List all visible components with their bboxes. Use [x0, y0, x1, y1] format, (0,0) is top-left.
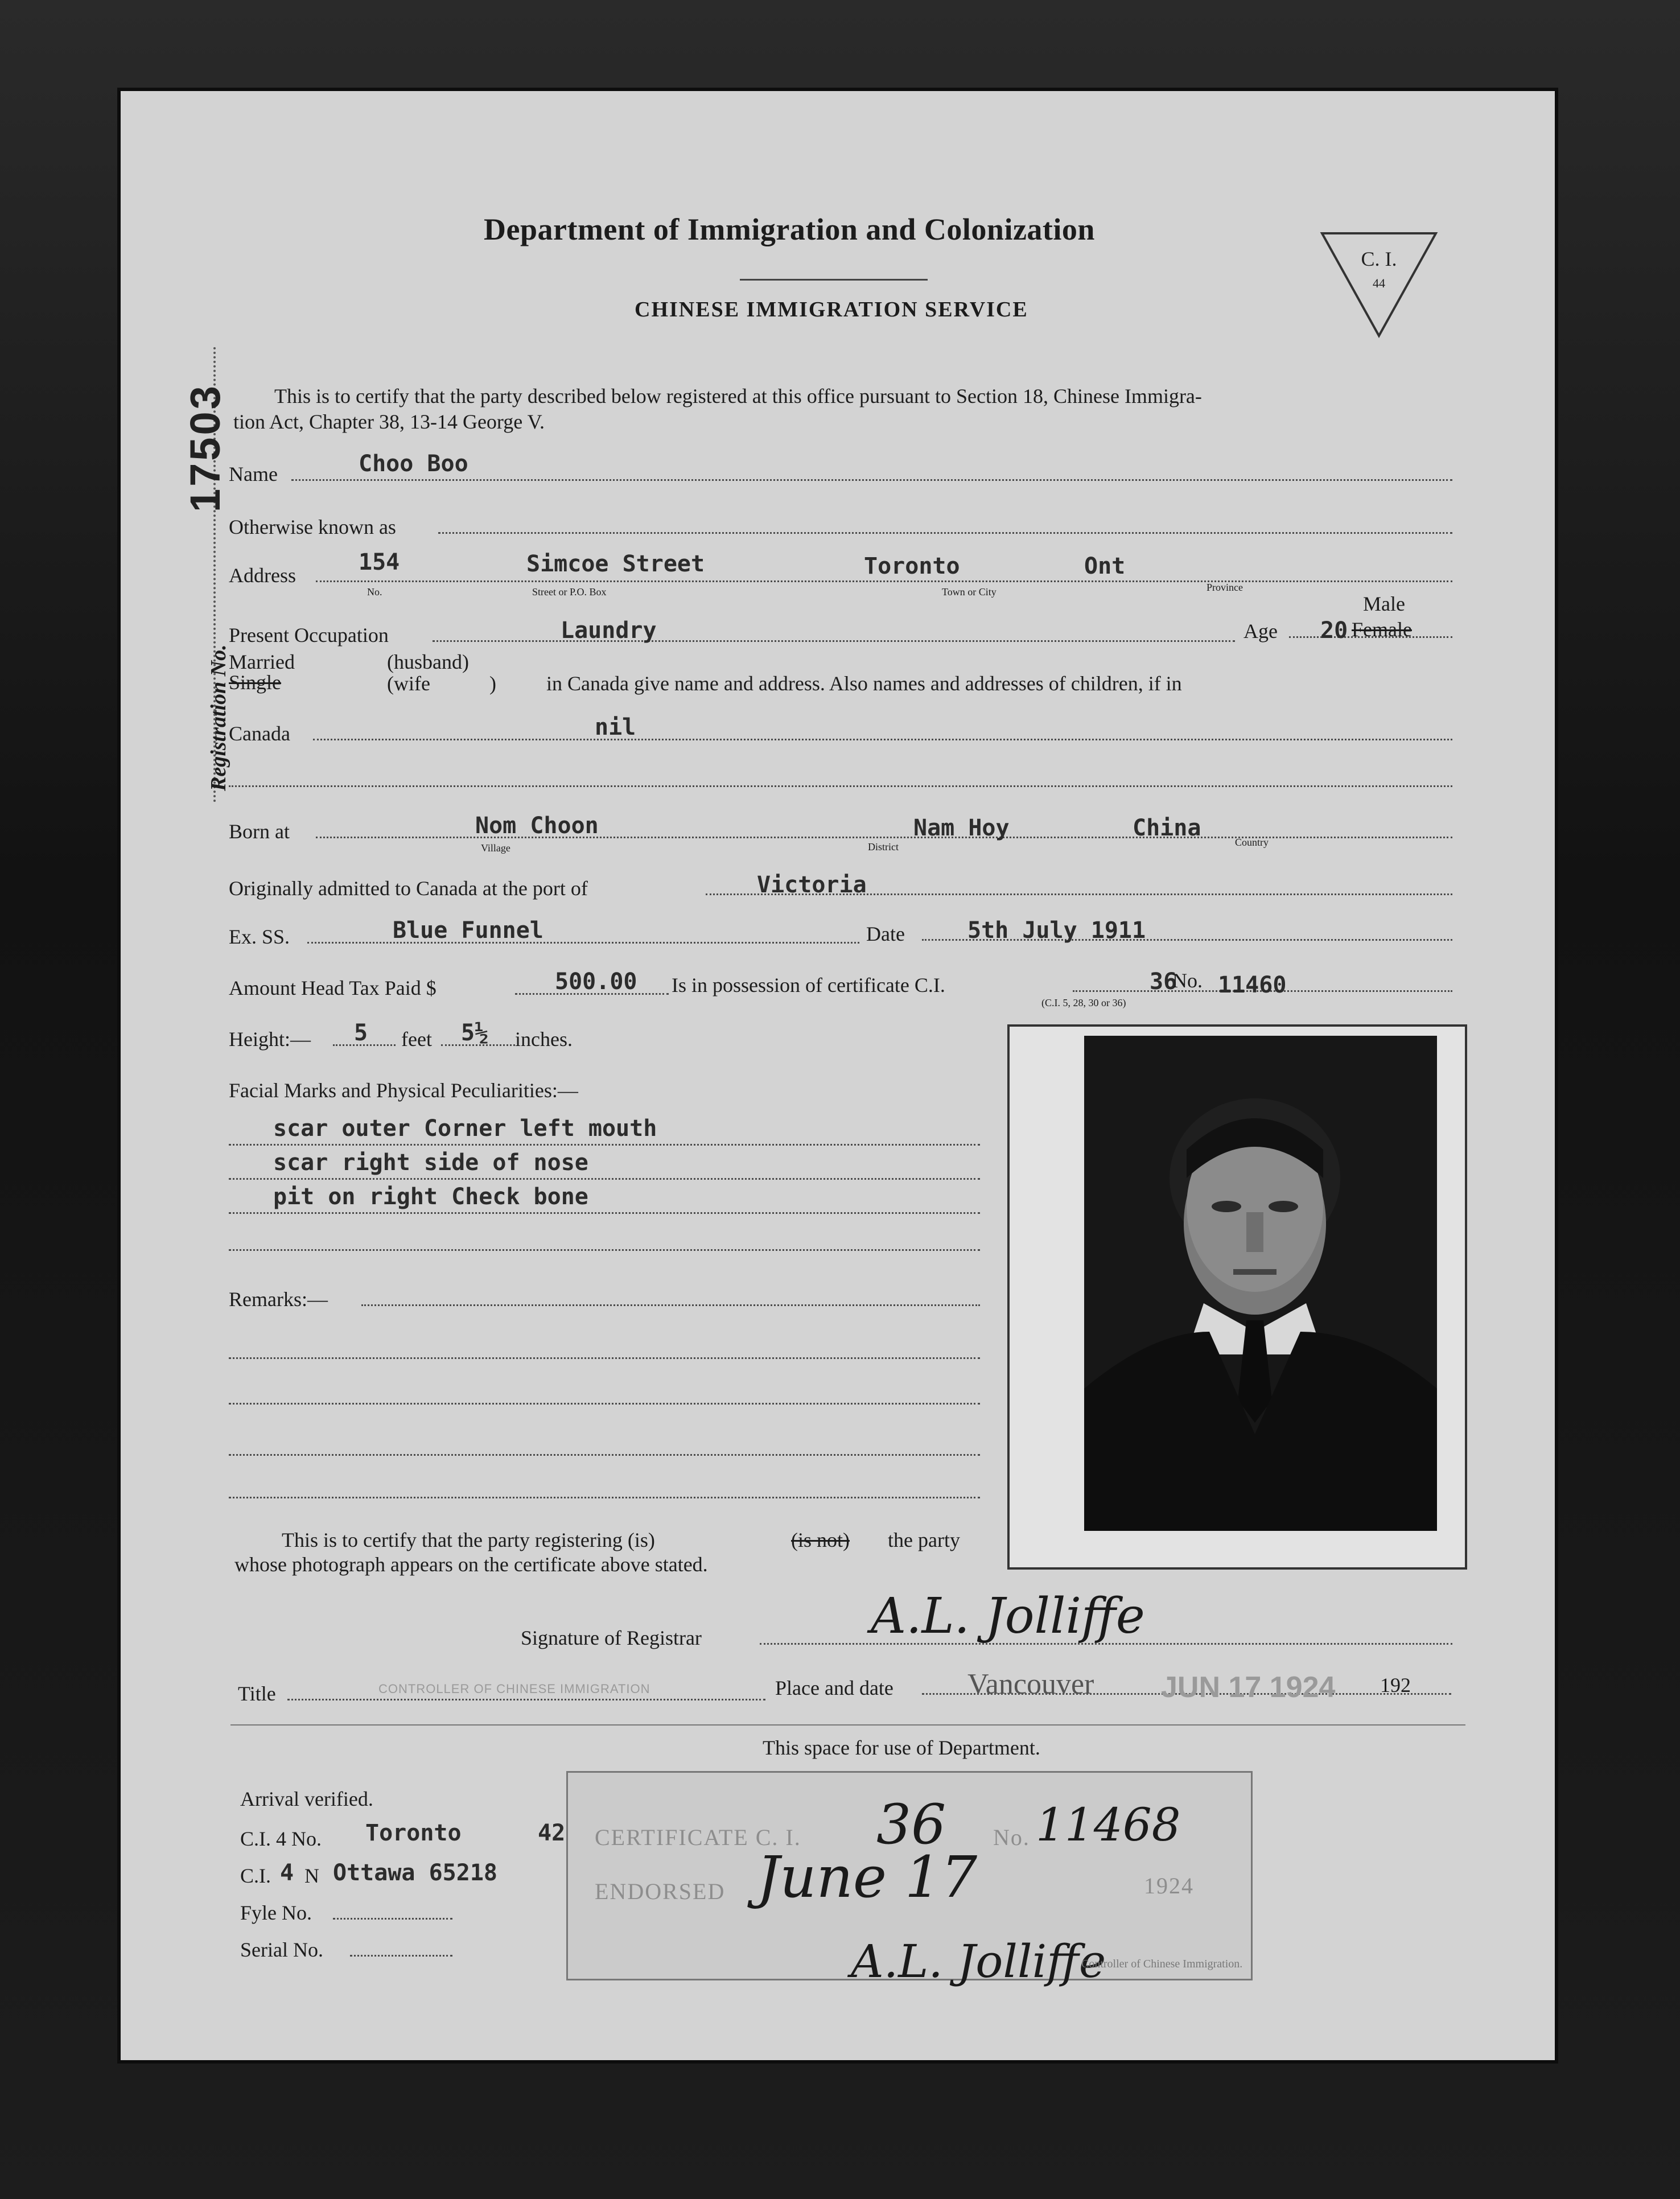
height-inches: 5½: [461, 1020, 489, 1046]
ci-value: Ottawa 65218: [333, 1860, 497, 1886]
remarks-dots-3: [229, 1403, 980, 1405]
registrar-signature: A.L. Jolliffe: [871, 1588, 1145, 1645]
certify-line2: tion Act, Chapter 38, 13-14 George V.: [233, 410, 545, 433]
otherwise-label: Otherwise known as: [229, 516, 396, 538]
canada-line: [313, 739, 1452, 740]
address-line: [316, 580, 1452, 582]
ci4-label: C.I. 4 No.: [240, 1827, 322, 1850]
canada-value: nil: [595, 714, 636, 740]
ci-n: N: [304, 1864, 319, 1887]
sub-district: District: [868, 841, 899, 853]
badge-num: 44: [1373, 276, 1385, 290]
place-label: Place and date: [775, 1677, 893, 1699]
address-label: Address: [229, 564, 296, 587]
certify2-line1a: This is to certify that the party registering (is): [282, 1529, 655, 1551]
ci4-num: 42: [538, 1820, 566, 1846]
remarks-label: Remarks:—: [229, 1288, 328, 1311]
name-label: Name: [229, 463, 278, 485]
age-label: Age: [1243, 620, 1278, 643]
born-village: Nom Choon: [475, 813, 599, 839]
sub-no: No.: [367, 586, 382, 598]
address-street: Simcoe Street: [526, 551, 705, 577]
headtax-value: 500.00: [555, 969, 637, 995]
facial-dots-2: [229, 1178, 980, 1180]
name-value: Choo Boo: [359, 451, 468, 477]
serial-label: Serial No.: [240, 1938, 323, 1961]
height-label: Height:—: [229, 1028, 311, 1051]
serial-line: [350, 1955, 452, 1957]
ship-line: [307, 942, 859, 944]
date-value: 5th July 1911: [967, 917, 1146, 944]
facial-line-2: scar right side of nose: [273, 1150, 588, 1176]
year-suffix: 192: [1380, 1674, 1411, 1696]
facial-dots-1: [229, 1144, 980, 1146]
facial-line-1: scar outer Corner left mouth: [273, 1115, 657, 1142]
facial-line-3: pit on right Check bone: [273, 1184, 588, 1210]
title-rule: [740, 279, 928, 281]
occupation-label: Present Occupation: [229, 624, 389, 646]
date-stamp: JUN 17 1924: [1161, 1671, 1336, 1704]
admitted-label: Originally admitted to Canada at the port of: [229, 877, 588, 900]
address-province: Ont: [1084, 553, 1126, 579]
registration-number: 17503: [182, 384, 229, 512]
single-label-struck: Single: [229, 671, 282, 694]
sex-male: Male: [1363, 592, 1405, 615]
arrival-verified: Arrival verified.: [240, 1788, 373, 1810]
ci4-value: Toronto: [365, 1820, 462, 1846]
cert-sub: (C.I. 5, 28, 30 or 36): [1041, 997, 1126, 1008]
stamp-endorsed-label: ENDORSED: [595, 1879, 726, 1904]
stamp-year: 1924: [1144, 1873, 1194, 1899]
occupation-line: [433, 640, 1235, 642]
headtax-label: Amount Head Tax Paid $: [229, 977, 437, 999]
facial-dots-4: [229, 1249, 980, 1251]
registration-label: Registration No.: [207, 644, 230, 791]
remarks-dots-1: [361, 1304, 980, 1306]
facial-dots-3: [229, 1212, 980, 1214]
stamp-endorsed-value: June 17: [757, 1844, 978, 1910]
remarks-dots-2: [229, 1357, 980, 1359]
otherwise-line: [438, 532, 1452, 534]
ci-label: C.I.: [240, 1864, 271, 1887]
sub-town: Town or City: [942, 586, 997, 598]
born-district: Nam Hoy: [913, 815, 1010, 841]
canada-line-2: [229, 785, 1452, 787]
name-line: [291, 479, 1452, 481]
age-value: 20: [1320, 617, 1348, 644]
badge-ci: C. I.: [1361, 248, 1397, 270]
title-line: [287, 1699, 765, 1700]
title-label: Title: [238, 1682, 276, 1705]
service-title: CHINESE IMMIGRATION SERVICE: [635, 298, 1028, 322]
height-feet: 5: [354, 1020, 368, 1046]
ship-value: Blue Funnel: [393, 917, 543, 944]
address-town: Toronto: [864, 553, 960, 579]
applicant-photograph: [1084, 1036, 1437, 1531]
fyle-line: [333, 1918, 452, 1920]
ci-num: 4: [280, 1860, 294, 1886]
in-canada-text: in Canada give name and address. Also names and addresses of children, if in: [546, 672, 1182, 695]
sub-village: Village: [481, 842, 510, 854]
place-value: Vancouver: [967, 1668, 1094, 1700]
certify2-line2: whose photograph appears on the certificate above stated.: [234, 1553, 708, 1576]
stamp-cert-label: CERTIFICATE C. I.: [595, 1825, 801, 1850]
sub-province: Province: [1207, 582, 1243, 593]
wife-close: ): [489, 672, 496, 695]
sex-female-struck: Female: [1352, 618, 1412, 641]
born-country: China: [1133, 815, 1201, 841]
remarks-dots-4: [229, 1454, 980, 1456]
cert-ci: 36: [1150, 969, 1177, 995]
stamp-cert-ci: 36: [876, 1793, 946, 1856]
wife-label: (wife: [387, 672, 430, 695]
feet-label: feet: [401, 1028, 432, 1051]
address-no: 154: [359, 549, 400, 575]
cert-no-label: No.: [1172, 969, 1203, 992]
department-use-header: This space for use of Department.: [763, 1736, 1040, 1759]
form-badge-triangle: [1319, 230, 1439, 339]
sub-country: Country: [1235, 837, 1269, 848]
canada-label: Canada: [229, 722, 290, 745]
certify2-struck: (is not): [791, 1529, 850, 1551]
stamp-no-label: No.: [993, 1825, 1030, 1850]
stamp-footer: Controller of Chinese Immigration.: [1081, 1958, 1243, 1970]
cert-no: 11460: [1218, 972, 1287, 998]
remarks-dots-5: [229, 1497, 980, 1498]
born-label: Born at: [229, 820, 290, 843]
facial-label: Facial Marks and Physical Peculiarities:—: [229, 1079, 578, 1102]
inches-label: inches.: [515, 1028, 573, 1051]
stamp-signature: A.L. Jolliffe: [851, 1935, 1106, 1988]
married-label: Married: [229, 650, 295, 673]
certify-line1: This is to certify that the party described below registered at this office pursuant to Section 18, Chinese Immigra-: [274, 385, 1202, 407]
occupation-value: Laundry: [561, 617, 657, 644]
sub-street: Street or P.O. Box: [532, 586, 607, 598]
fyle-label: Fyle No.: [240, 1901, 312, 1924]
department-title: Department of Immigration and Colonization: [484, 212, 1095, 246]
stamp-no-value: 11468: [1036, 1798, 1181, 1851]
signature-label: Signature of Registrar: [521, 1626, 702, 1649]
ship-label: Ex. SS.: [229, 925, 290, 948]
date-label: Date: [866, 923, 905, 945]
certify2-line1b: the party: [888, 1529, 960, 1551]
admitted-value: Victoria: [757, 872, 867, 898]
department-divider: [230, 1724, 1465, 1726]
husband-label: (husband): [387, 650, 469, 673]
title-value: CONTROLLER OF CHINESE IMMIGRATION: [378, 1682, 650, 1696]
possession-label: Is in possession of certificate C.I.: [672, 974, 945, 996]
